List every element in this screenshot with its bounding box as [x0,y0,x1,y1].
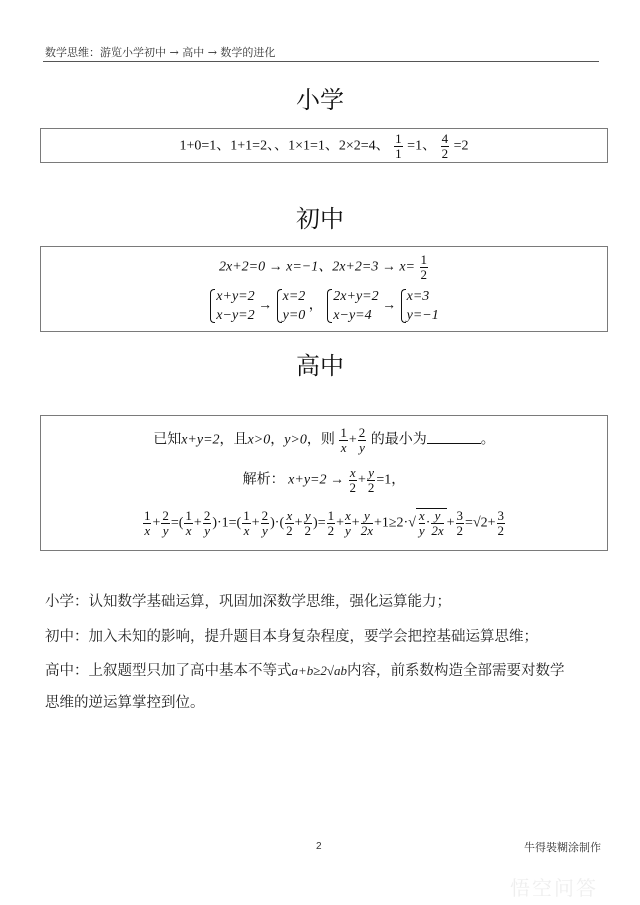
formula-text: =1、 [407,138,437,154]
summary-high [45,661,565,681]
summary-text: 加入未知的影响，提升题目本身复杂程度，要学会把控基础运算思维； [88,629,538,645]
arrow-icon: → [258,298,273,314]
condition: y>0 [284,432,307,448]
formula-text: 2x+2=0 → x=−1、2x+2=3 → x= [219,259,415,275]
primary-formula-line [41,132,607,161]
high-formula-box [40,415,608,551]
text: 已知 [153,432,182,448]
condition: x>0 [247,432,271,448]
equation-system: 2x+y=2 x−y=4 [326,287,378,325]
section-title-primary: 小学 [296,86,344,114]
condition: x+y=2 [181,432,220,448]
fraction-numerator: 1 [420,252,427,267]
summary-label: 小学： [45,594,89,610]
summary-label: 初中： [45,629,89,645]
summary-text: 认知数学基础运算，巩固加深数学思维，强化运算能力； [88,594,451,610]
equation-system: x=2 y=0 [276,287,306,325]
author-credit: 牛得裝糊涂制作 [524,841,601,854]
summary-high-line2: 思维的逆运算掌控到位。 [45,695,205,711]
equation-system: x=3 y=−1 [400,287,439,325]
summary-label: 高中： [45,663,89,679]
analysis-label: 解析： [242,472,285,488]
problem-statement: 已知x+y=2，且x>0，y>0，则 $\frac{1}{x}+$ $\frac{2}{y}$ 的最小为 。 [153,425,495,455]
analysis-line: 解析： x+y=2 → $\frac{x}{2}$ + $\frac{y}{2}$ =1， [242,465,406,495]
separator: ， [308,298,323,314]
formula-text: =2 [453,138,469,154]
text: ， [270,432,285,448]
middle-formula-box [40,246,608,332]
page-number: 2 [316,841,322,852]
formula-text: 1+0=1、1+1=2、、1×1=1、2×2=4、 [179,138,390,154]
fraction-denominator: 2 [441,146,449,161]
watermark-logo: 悟空问答 [510,876,598,900]
summary-middle [45,627,538,647]
middle-formula-line-1 [41,253,607,282]
answer-blank [427,429,481,444]
document-header: 数学思维：游览小学初中 → 高中 → 数学的进化 [45,46,276,59]
primary-formula-box [40,128,608,163]
summary-text: 上叙题型只加了高中基本不等式 [88,663,292,679]
equation-system: x+y=2 x−y=2 [209,287,254,325]
section-title-middle: 初中 [296,205,344,233]
text: ，且 [219,432,248,448]
fraction-numerator: 4 [441,131,449,146]
summary-primary [45,592,451,612]
formula-text: x+y=2 → [288,472,344,488]
fraction-numerator: 1 [395,131,402,146]
inequality-formula: a+b≥2√ab [291,663,348,678]
text: 的最小为 [370,432,427,448]
arrow-icon: → [382,298,397,314]
summary-text: 内容，前系数构造全部需要对数学 [347,663,565,679]
derivation-line: $\frac{1}{x}+$ $\frac{2}{y}=$( $\frac{1}{x}+$ $\frac{2}{y})\cdot 1=$( $\frac{1}{x}+$ $\frac{2}{y})\cdot$( $\frac{x}{2}$ + $\frac{y}{2}$ )= $\frac{1}{2}$ + $\frac{x}{y}+$ $\frac{y}{2x}+1\ge 2\cdot√$ $\frac{x}{y}\cdot$ $\frac{y}{2x}$ + $\frac{3}{2}$ =√2+ $\frac{3}{2}$ [143,508,505,538]
fraction-denominator: 2 [420,267,427,282]
section-title-high: 高中 [296,352,344,380]
middle-formula-line-2 [41,287,607,325]
header-divider [43,61,599,62]
text: 。 [480,432,495,448]
text: ，则 [306,432,335,448]
fraction-denominator: 1 [395,146,402,161]
